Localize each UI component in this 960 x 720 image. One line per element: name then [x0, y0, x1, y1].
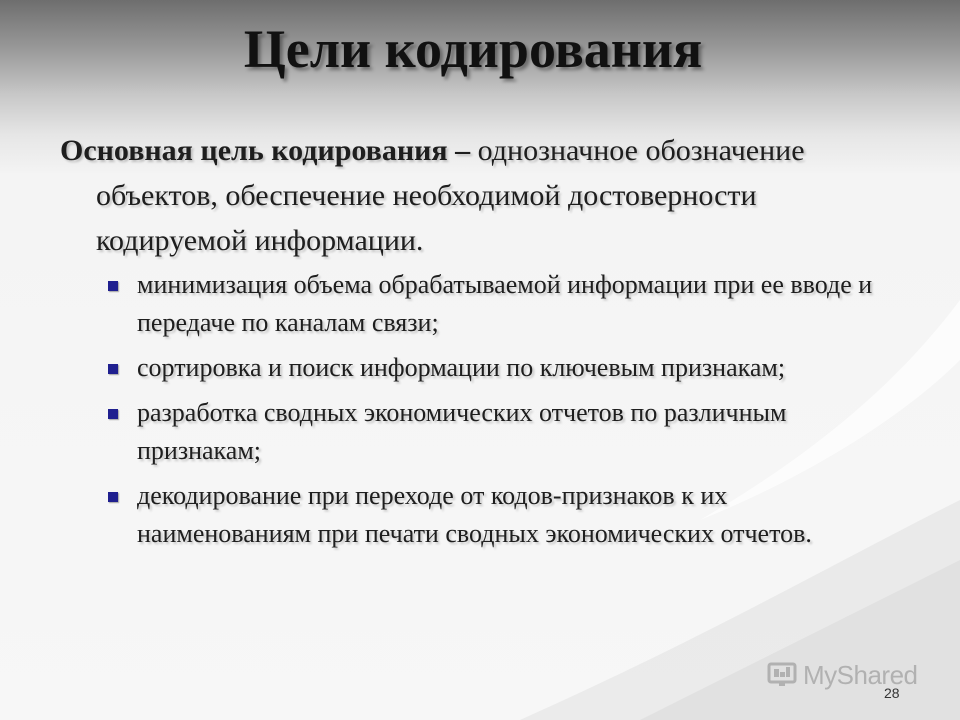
list-item: [106, 477, 896, 553]
lead-bold-term: Основная цель кодирования: [60, 134, 448, 167]
square-bullet-icon: [108, 409, 118, 419]
bullet-text: разработка сводных экономических отчетов по различным признакам;: [137, 398, 787, 465]
lead-text: однозначное обозначение объектов, обеспечение необходимой достоверности кодируемой информации.: [96, 134, 805, 257]
list-item: [106, 266, 896, 342]
bullet-text: сортировка и поиск информации по ключевым признакам;: [137, 353, 786, 382]
myshared-logo-icon: [767, 660, 797, 690]
lead-dash: –: [447, 134, 478, 167]
bullet-text: минимизация объема обрабатываемой информации при ее вводе и передаче по каналам связи;: [137, 270, 873, 337]
square-bullet-icon: [108, 281, 118, 291]
bullet-list: [106, 266, 896, 560]
list-item: [106, 349, 896, 387]
bullet-text: декодирование при переходе от кодов-признаков к их наименованиям при печати сводных экономических отчетов.: [137, 481, 812, 548]
list-item: [106, 394, 896, 470]
slide-title: Цели кодирования: [243, 19, 703, 79]
page-number: 28: [884, 685, 900, 701]
logo-text: MyShared: [803, 659, 918, 690]
lead-paragraph: [60, 128, 856, 263]
square-bullet-icon: [108, 364, 118, 374]
square-bullet-icon: [108, 492, 118, 502]
